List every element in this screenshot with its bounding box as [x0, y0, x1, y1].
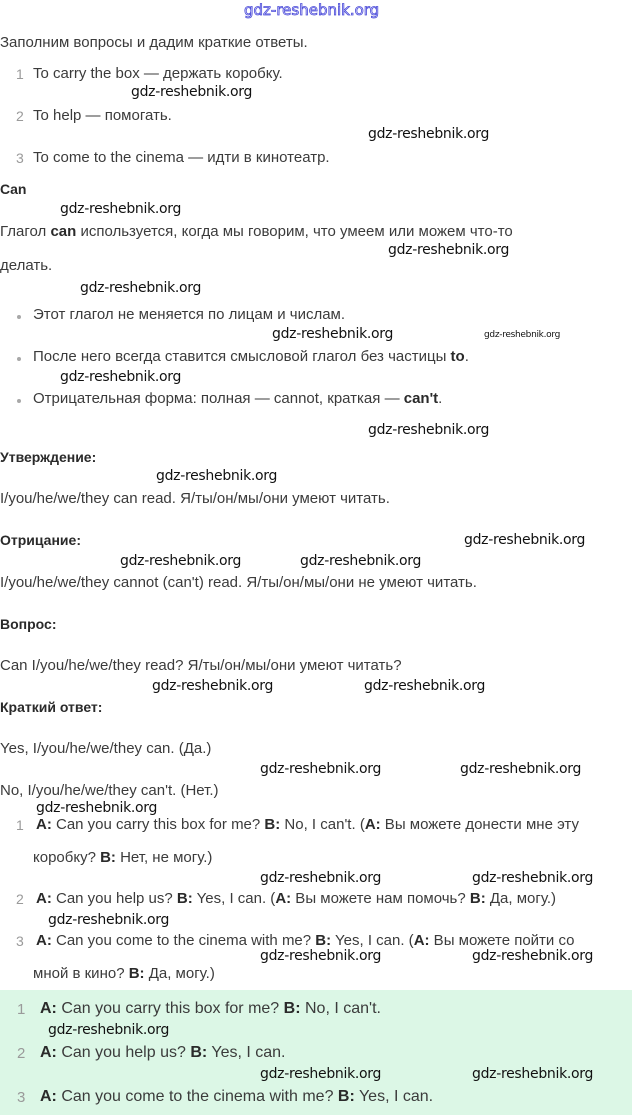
dialog-b-text: No, I can't. (	[280, 816, 365, 833]
answer-item	[40, 1088, 433, 1105]
answer-number: 3	[17, 1089, 26, 1106]
watermark: gdz-reshebnik.org	[364, 678, 486, 694]
short-answer-no: No, I/you/he/we/they can't. (Нет.)	[0, 782, 219, 799]
affirmative-text: I/you/he/we/they can read. Я/ты/он/мы/они умеют читать.	[0, 490, 390, 507]
bullet-text: После него всегда ставится смысловой глагол без частицы	[33, 348, 451, 365]
watermark: gdz-reshebnik.org	[156, 468, 278, 484]
answer-number: 2	[17, 1045, 26, 1062]
negative-label: Отрицание:	[0, 532, 81, 548]
watermark: gdz-reshebnik.org	[48, 1022, 170, 1038]
speaker-a: A:	[40, 1088, 57, 1105]
dialog-b-text: Yes, I can. (	[331, 932, 414, 949]
answer-number: 1	[17, 1001, 26, 1018]
speaker-b: B:	[100, 849, 116, 866]
negative-text: I/you/he/we/they cannot (can't) read. Я/ты/он/мы/они не умеют читать.	[0, 574, 477, 591]
answer-b-text: Yes, I can.	[354, 1088, 434, 1105]
desc-post: используется, когда мы говорим, что умеем или можем что-то	[76, 223, 513, 240]
watermark: gdz-reshebnik.org	[260, 870, 382, 886]
watermark: gdz-reshebnik.org	[260, 948, 382, 964]
vocab-number: 1	[16, 66, 24, 82]
bullet-bold: to	[450, 348, 465, 365]
answer-item	[40, 1000, 381, 1017]
speaker-a: A:	[275, 890, 292, 907]
speaker-a: A:	[413, 932, 430, 949]
watermark: gdz-reshebnik.org	[472, 870, 594, 886]
watermark: gdz-reshebnik.org	[368, 126, 490, 142]
watermark: gdz-reshebnik.org	[80, 280, 202, 296]
dialog-a-text: Can you help us?	[51, 890, 177, 907]
watermark: gdz-reshebnik.org	[36, 800, 158, 816]
affirmative-label: Утверждение:	[0, 449, 97, 465]
dialog-translation: Вы можете нам помочь?	[291, 890, 470, 907]
watermark: gdz-reshebnik.org	[368, 422, 490, 438]
vocab-item: To come to the cinema — идти в кинотеатр.	[33, 149, 330, 166]
vocab-number: 2	[16, 108, 24, 124]
bullet-dot	[17, 399, 21, 403]
speaker-b: B:	[283, 1000, 301, 1017]
dialog-translation: Вы можете донести мне эту	[380, 816, 579, 833]
bullet-bold: can't	[403, 390, 439, 407]
watermark: gdz-reshebnik.org	[131, 84, 253, 100]
watermark: gdz-reshebnik.org	[272, 326, 394, 342]
dialog-translation: коробку?	[33, 849, 101, 866]
watermark: gdz-reshebnik.org	[60, 369, 182, 385]
short-answer-label: Краткий ответ:	[0, 699, 103, 715]
speaker-a: A:	[40, 1044, 57, 1061]
speaker-a: A:	[36, 816, 52, 833]
dialog-item	[36, 816, 579, 833]
answer-b-text: No, I can't.	[300, 1000, 381, 1017]
bullet-item	[33, 306, 345, 323]
bullet-post: .	[464, 348, 469, 365]
speaker-a: A:	[36, 890, 52, 907]
bullet-text: Этот глагол не меняется по лицам и числам.	[33, 306, 346, 323]
dialog-item-line2	[33, 965, 215, 982]
watermark: gdz-reshebnik.org	[60, 201, 182, 217]
dialog-item	[36, 932, 574, 949]
watermark: gdz-reshebnik.org	[260, 1066, 382, 1082]
dialog-translation: мной в кино?	[33, 965, 129, 982]
watermark: gdz-reshebnik.org	[388, 242, 510, 258]
speaker-b: B:	[337, 1088, 355, 1105]
watermark: gdz-reshebnik.org	[300, 553, 422, 569]
dialog-translation: Да, могу.)	[485, 890, 556, 907]
dialog-a-text: Can you come to the cinema with me?	[51, 932, 316, 949]
bullet-item	[33, 348, 469, 365]
dialog-translation: Нет, не могу.)	[115, 849, 213, 866]
watermark: gdz-reshebnik.org	[120, 553, 242, 569]
speaker-b: B:	[264, 816, 281, 833]
dialog-b-text: Yes, I can. (	[192, 890, 276, 907]
intro-text: Заполним вопросы и дадим краткие ответы.	[0, 34, 308, 51]
watermark: gdz-reshebnik.org	[472, 1066, 594, 1082]
dialog-translation: Вы можете пойти со	[429, 932, 575, 949]
speaker-a: A:	[364, 816, 381, 833]
answer-a-text: Can you help us?	[56, 1044, 191, 1061]
watermark: gdz-reshebnik.org	[260, 761, 382, 777]
answer-item	[40, 1044, 285, 1061]
watermark: gdz-reshebnik.org	[464, 532, 586, 548]
dialog-a-text: Can you carry this box for me?	[51, 816, 265, 833]
dialog-number: 3	[16, 933, 24, 949]
answer-a-text: Can you come to the cinema with me?	[56, 1088, 338, 1105]
speaker-b: B:	[469, 890, 486, 907]
dialog-item-line2	[33, 849, 212, 866]
watermark: gdz-reshebnik.org	[48, 912, 170, 928]
speaker-a: A:	[36, 932, 52, 949]
bullet-item	[33, 390, 442, 407]
bullet-dot	[17, 357, 21, 361]
question-text: Can I/you/he/we/they read? Я/ты/он/мы/они умеют читать?	[0, 657, 402, 674]
question-label: Вопрос:	[0, 616, 57, 632]
vocab-item: To carry the box — держать коробку.	[33, 65, 283, 82]
can-description-line2: делать.	[0, 257, 53, 274]
speaker-b: B:	[315, 932, 332, 949]
speaker-b: B:	[176, 890, 193, 907]
bullet-dot	[17, 315, 21, 319]
dialog-item	[36, 890, 556, 907]
watermark: gdz-reshebnik.org	[152, 678, 274, 694]
short-answer-yes: Yes, I/you/he/we/they can. (Да.)	[0, 740, 212, 757]
can-description	[0, 223, 513, 240]
bullet-post: .	[438, 390, 443, 407]
dialog-number: 2	[16, 891, 24, 907]
dialog-number: 1	[16, 817, 24, 833]
watermark: gdz-reshebnik.org	[472, 948, 594, 964]
watermark: gdz-reshebnik.org	[484, 330, 561, 340]
desc-pre: Глагол	[0, 223, 51, 240]
header-watermark: gdz-reshebnik.org	[244, 1, 380, 19]
watermark: gdz-reshebnik.org	[460, 761, 582, 777]
speaker-b: B:	[190, 1044, 208, 1061]
speaker-b: B:	[128, 965, 145, 982]
bullet-text: Отрицательная форма: полная — cannot, краткая —	[33, 390, 404, 407]
answer-b-text: Yes, I can.	[207, 1044, 286, 1061]
dialog-translation: Да, могу.)	[144, 965, 215, 982]
vocab-item: To help — помогать.	[33, 107, 172, 124]
speaker-a: A:	[40, 1000, 57, 1017]
vocab-number: 3	[16, 150, 24, 166]
desc-bold: can	[50, 223, 77, 240]
section-title-can: Can	[0, 181, 27, 197]
answer-a-text: Can you carry this box for me?	[56, 1000, 284, 1017]
